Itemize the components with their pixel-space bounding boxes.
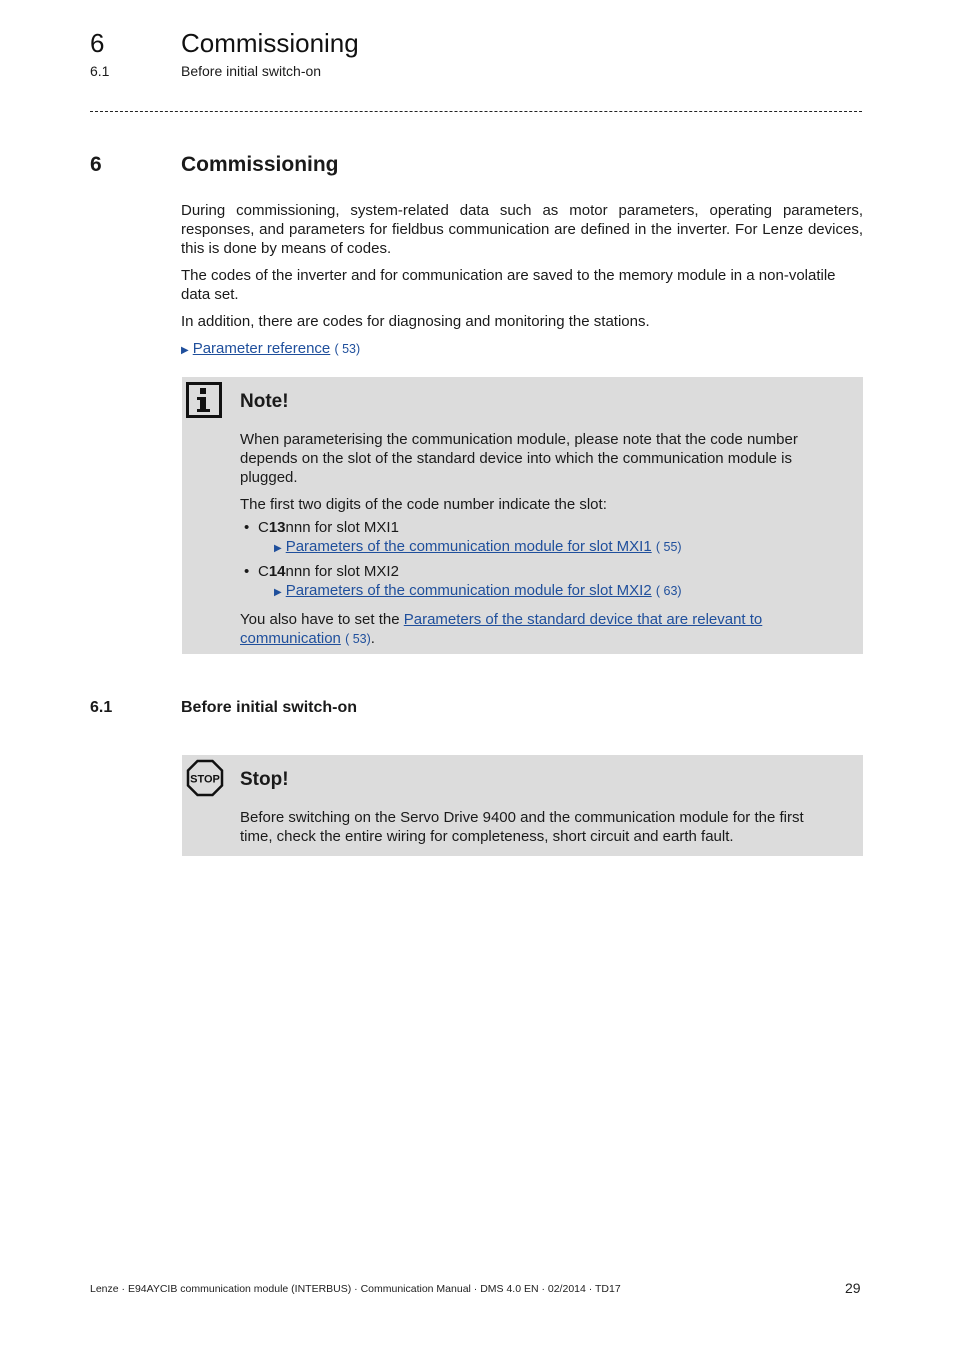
slot-mxi1-link-line [258, 537, 840, 558]
footer-document-info: Lenze · E94AYCIB communication module (INTERBUS) · Communication Manual · DMS 4.0 EN · 02/2014 · TD17 [90, 1283, 621, 1295]
slot-list [240, 518, 840, 602]
parameter-reference-line [181, 339, 863, 360]
note-content [240, 430, 840, 649]
header-divider [90, 111, 862, 112]
header-chapter-number: 6 [90, 28, 105, 58]
intro-paragraph-2: The codes of the inverter and for communication are saved to the memory module in a non-volatile data set. [181, 267, 836, 303]
list-item: • C14nnn for slot MXI2 ▶ Parameters of the communication module for slot MXI2 ( 63) [240, 562, 840, 602]
standard-device-parameters-link[interactable]: Parameters of the standard device that are relevant to communication [240, 611, 763, 647]
subheading-title: Before initial switch-on [181, 699, 358, 716]
intro-paragraph-1: During commissioning, system-related data such as motor parameters, operating parameters, responses, and parameters for fieldbus communication are defined in the inverter. For Lenze devices, this is done by means of codes. [181, 202, 863, 257]
heading-number: 6 [90, 153, 102, 176]
note-paragraph-2: The first two digits of the code number indicate the slot: [240, 496, 607, 513]
header-section-number: 6.1 [90, 63, 110, 79]
slot-mxi2-link-line [258, 581, 840, 602]
page-reference: ( 53) [334, 342, 361, 356]
note-title: Note! [240, 391, 289, 412]
header-chapter-title: Commissioning [181, 28, 359, 58]
arrow-right-icon: ▶ [274, 587, 282, 598]
header-section-title: Before initial switch-on [181, 63, 322, 79]
page-reference: ( 53) [345, 632, 371, 646]
page-reference: ( 55) [655, 540, 682, 554]
note-box [182, 377, 863, 654]
list-item: • C13nnn for slot MXI1 ▶ Parameters of the communication module for slot MXI1 ( 55) [240, 518, 840, 558]
note-paragraph-3: You also have to set the Parameters of the standard device that are relevant to communication ( 53). [240, 611, 763, 647]
intro-section [181, 201, 863, 360]
slot-mxi2-parameters-link[interactable]: Parameters of the communication module for slot MXI2 [285, 582, 652, 599]
slot-mxi1-parameters-link[interactable]: Parameters of the communication module for slot MXI1 [285, 538, 652, 555]
arrow-right-icon: ▶ [274, 543, 282, 554]
page-number: 29 [845, 1280, 861, 1296]
note-paragraph-1: When parameterising the communication module, please note that the code number depends on the slot of the standard device into which the communication module is plugged. [240, 431, 798, 486]
stop-icon-label: STOP [190, 773, 220, 786]
heading-title: Commissioning [181, 153, 339, 176]
intro-paragraph-3: In addition, there are codes for diagnosing and monitoring the stations. [181, 313, 650, 330]
page-reference: ( 63) [655, 584, 682, 598]
arrow-right-icon: ▶ [181, 345, 189, 356]
subheading-number: 6.1 [90, 699, 113, 716]
stop-title: Stop! [240, 769, 289, 790]
info-icon [186, 382, 222, 423]
stop-icon [186, 759, 224, 802]
stop-text: Before switching on the Servo Drive 9400 and the communication module for the first time, check the entire wiring for completeness, short circuit and earth fault. [240, 809, 804, 845]
parameter-reference-link[interactable]: Parameter reference [192, 340, 331, 357]
stop-box [182, 755, 863, 856]
